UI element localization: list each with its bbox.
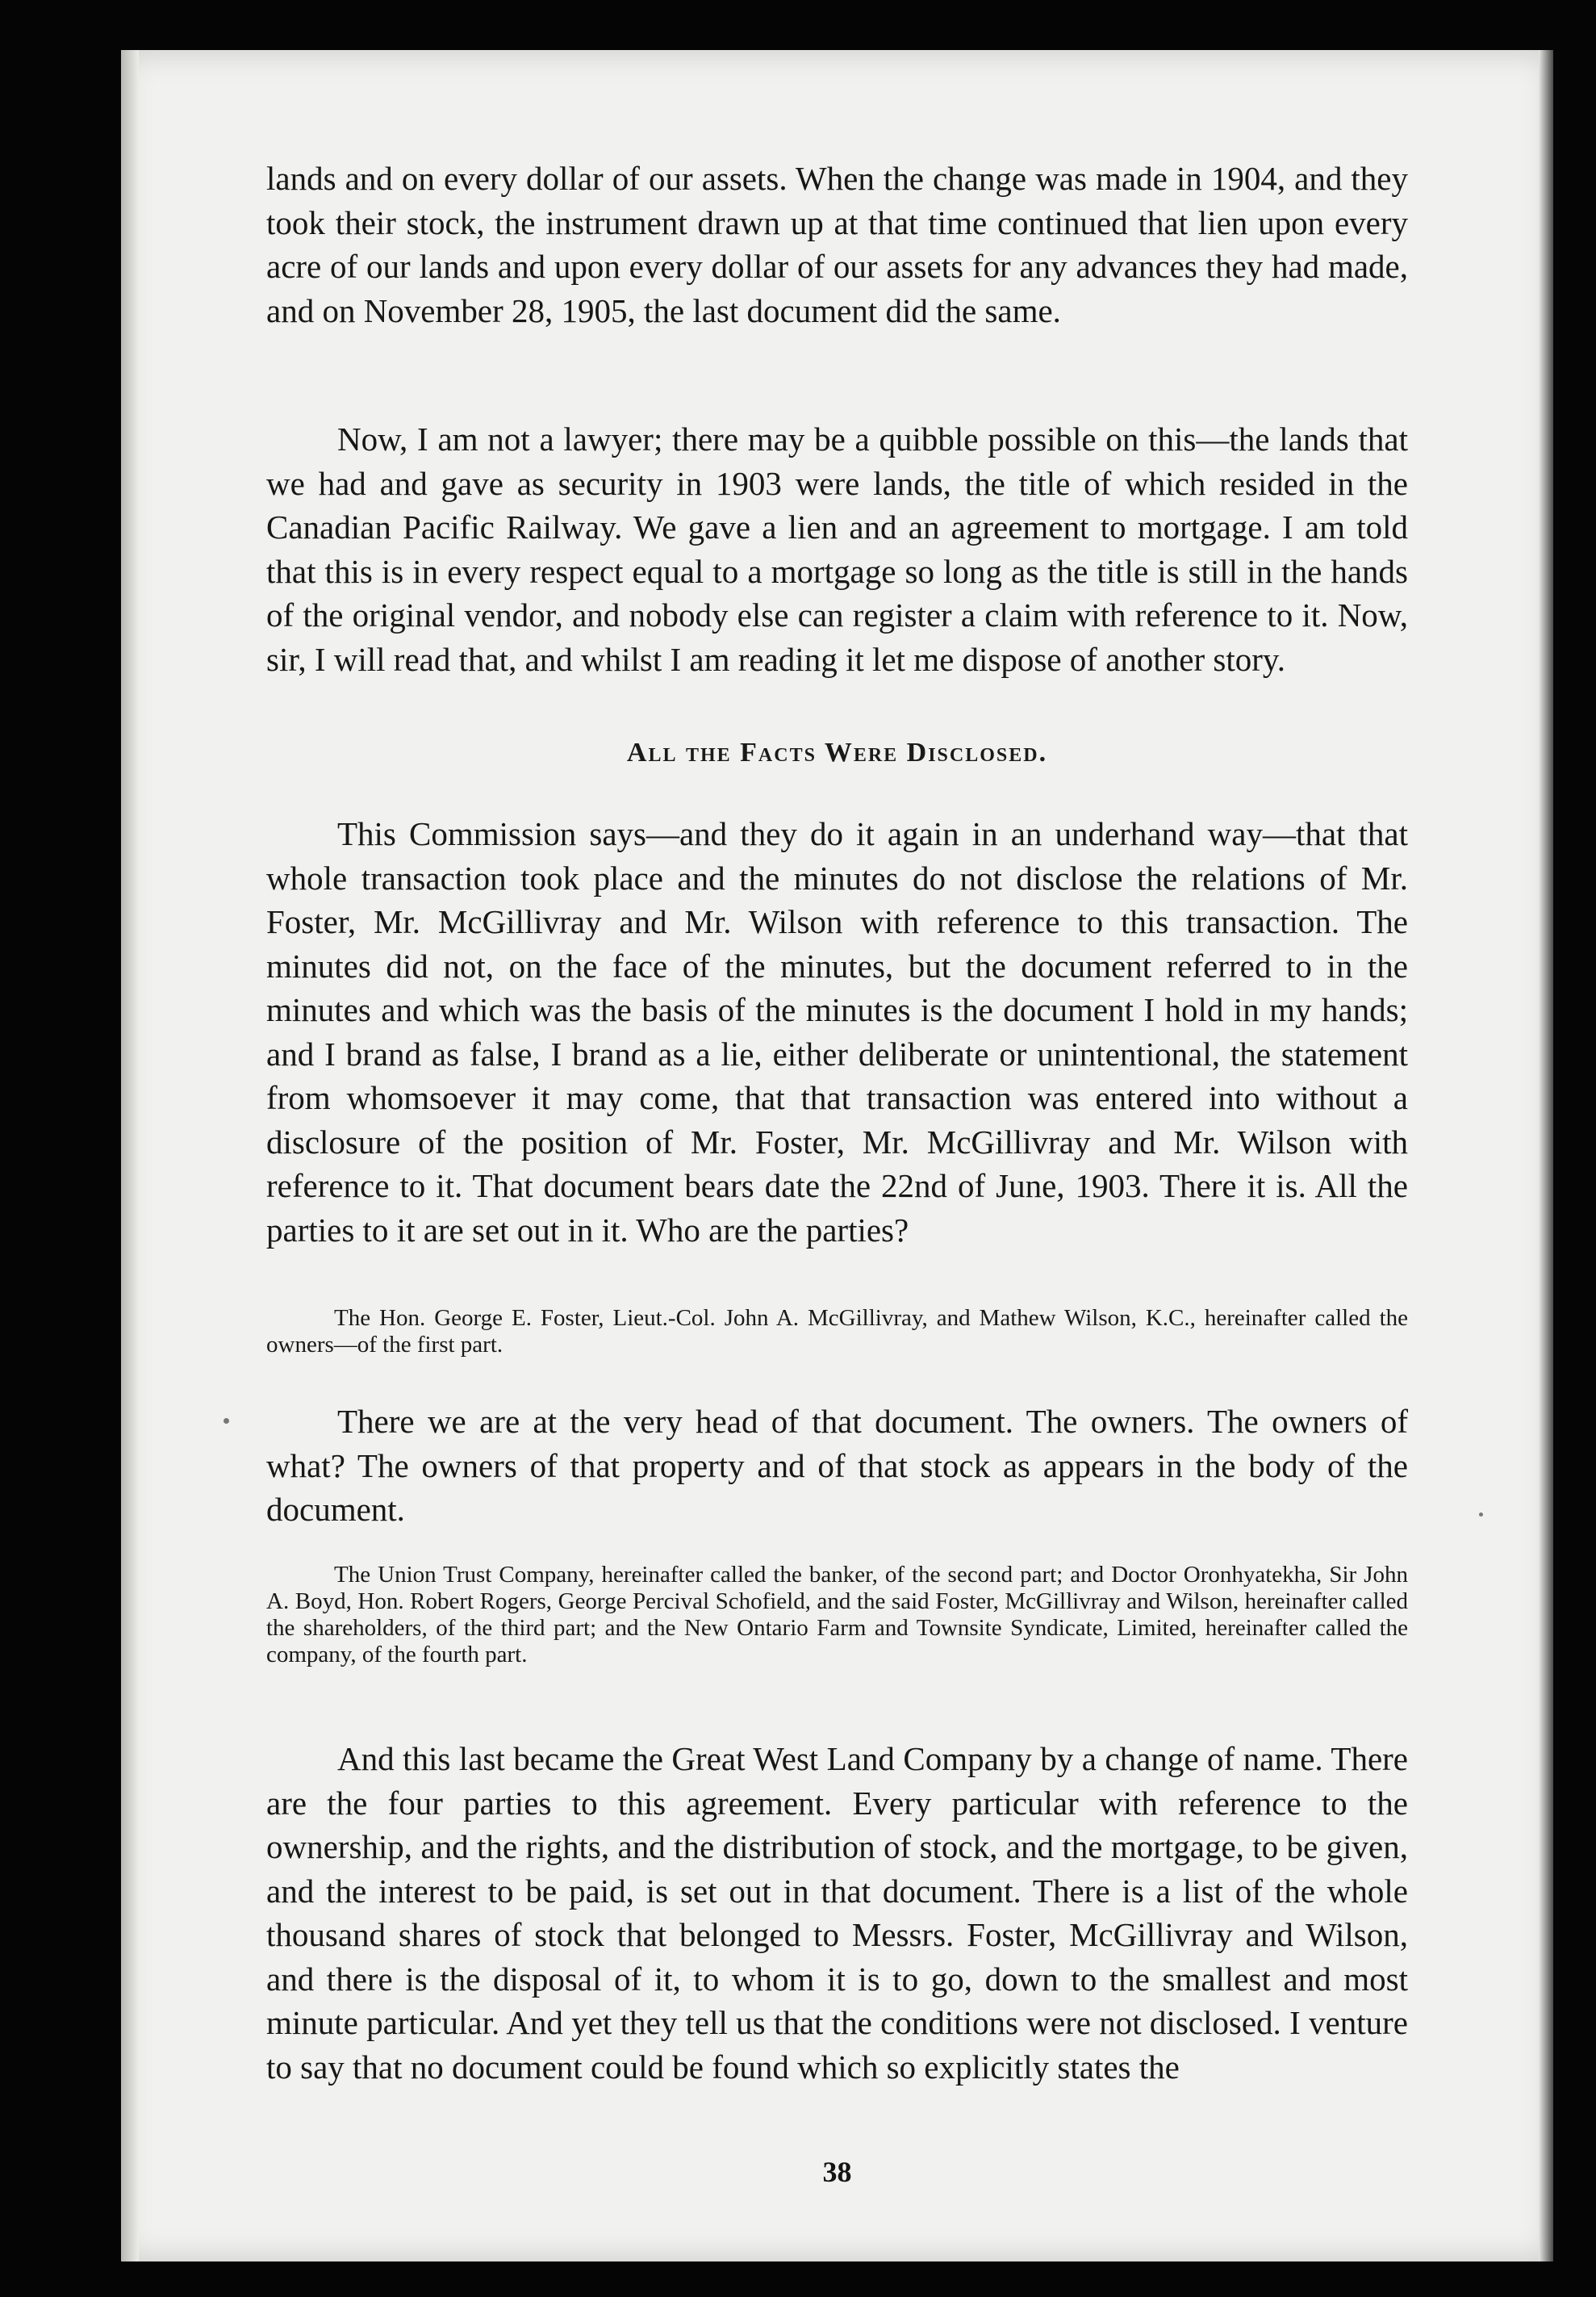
paragraph-1-block — [266, 157, 1408, 333]
section-heading: All the Facts Were Disclosed. — [626, 738, 1048, 768]
paragraph-5-block — [266, 1737, 1408, 2089]
paragraph-3-block — [266, 812, 1408, 1252]
quoted-clause-1: The Hon. George E. Foster, Lieut.-Col. John A. McGillivray, and Mathew Wilson, K.C., hereinafter called the owners—of the first part. — [266, 1305, 1408, 1358]
paragraph-2-block — [266, 417, 1408, 681]
page-speck — [1479, 1513, 1483, 1517]
paragraph-4-block — [266, 1400, 1408, 1532]
paragraph-4: There we are at the very head of that document. The owners. The owners of what? The owners of that property and of that stock as appears in the body of the document. — [266, 1403, 1408, 1528]
document-page — [121, 50, 1553, 2261]
page-number: 38 — [822, 2156, 852, 2188]
paragraph-2: Now, I am not a lawyer; there may be a quibble possible on this—the lands that we had and gave as security in 1903 were lands, the title of which resided in the Canadian Pacific Railway. We gave a lien and an agreement to mortgage. I am told that this is in every respect equal to a mortgage so long as the title is still in the hands of the original vendor, and nobody else can register a claim with reference to it. Now, sir, I will read that, and whilst I am reading it let me dispose of another story. — [266, 420, 1408, 678]
quoted-clause-2: The Union Trust Company, hereinafter called the banker, of the second part; and Doctor Oronhyatekha, Sir John A. Boyd, Hon. Robert Rogers, George Percival Schofield, and the said Foster, McGillivray and Wilson, hereinafter called the shareholders, of the third part; and the New Ontario Farm and Townsite Syndicate, Limited, hereinafter called the company, of the fourth part. — [266, 1562, 1408, 1667]
paragraph-3: This Commission says—and they do it again in an underhand way—that that whole transaction took place and the minutes do not disclose the relations of Mr. Foster, Mr. McGillivray and Mr. Wilson with reference to this transaction. The minutes did not, on the face of the minutes, but the document referred to in the minutes and which was the basis of the minutes is the document I hold in my hands; and I brand as false, I brand as a lie, either deliberate or unintentional, the statement from whomsoever it may come, that that transaction was entered into without a disclosure of the position of Mr. Foster, Mr. McGillivray and Mr. Wilson with reference to it. That document bears date the 22nd of June, 1903. There it is. All the parties to it are set out in it. Who are the parties? — [266, 815, 1408, 1249]
page-speck — [224, 1418, 229, 1424]
paragraph-5: And this last became the Great West Land Company by a change of name. There are the four parties to this agreement. Every particular with reference to the ownership, and the rights, and the distribution of stock, and the mortgage, to be given, and the interest to be paid, is set out in that document. There is a list of the whole thousand shares of stock that belonged to Messrs. Foster, McGillivray and Wilson, and there is the disposal of it, to whom it is to go, down to the smallest and most minute particular. And yet they tell us that the conditions were not disclosed. I venture to say that no document could be found which so explicitly states the — [266, 1740, 1408, 2086]
paragraph-1: lands and on every dollar of our assets. When the change was made in 1904, and they took their stock, the instrument drawn up at that time continued that lien upon every acre of our lands and upon every dollar of our assets for any advances they had made, and on November 28, 1905, the last document did the same. — [266, 160, 1408, 329]
